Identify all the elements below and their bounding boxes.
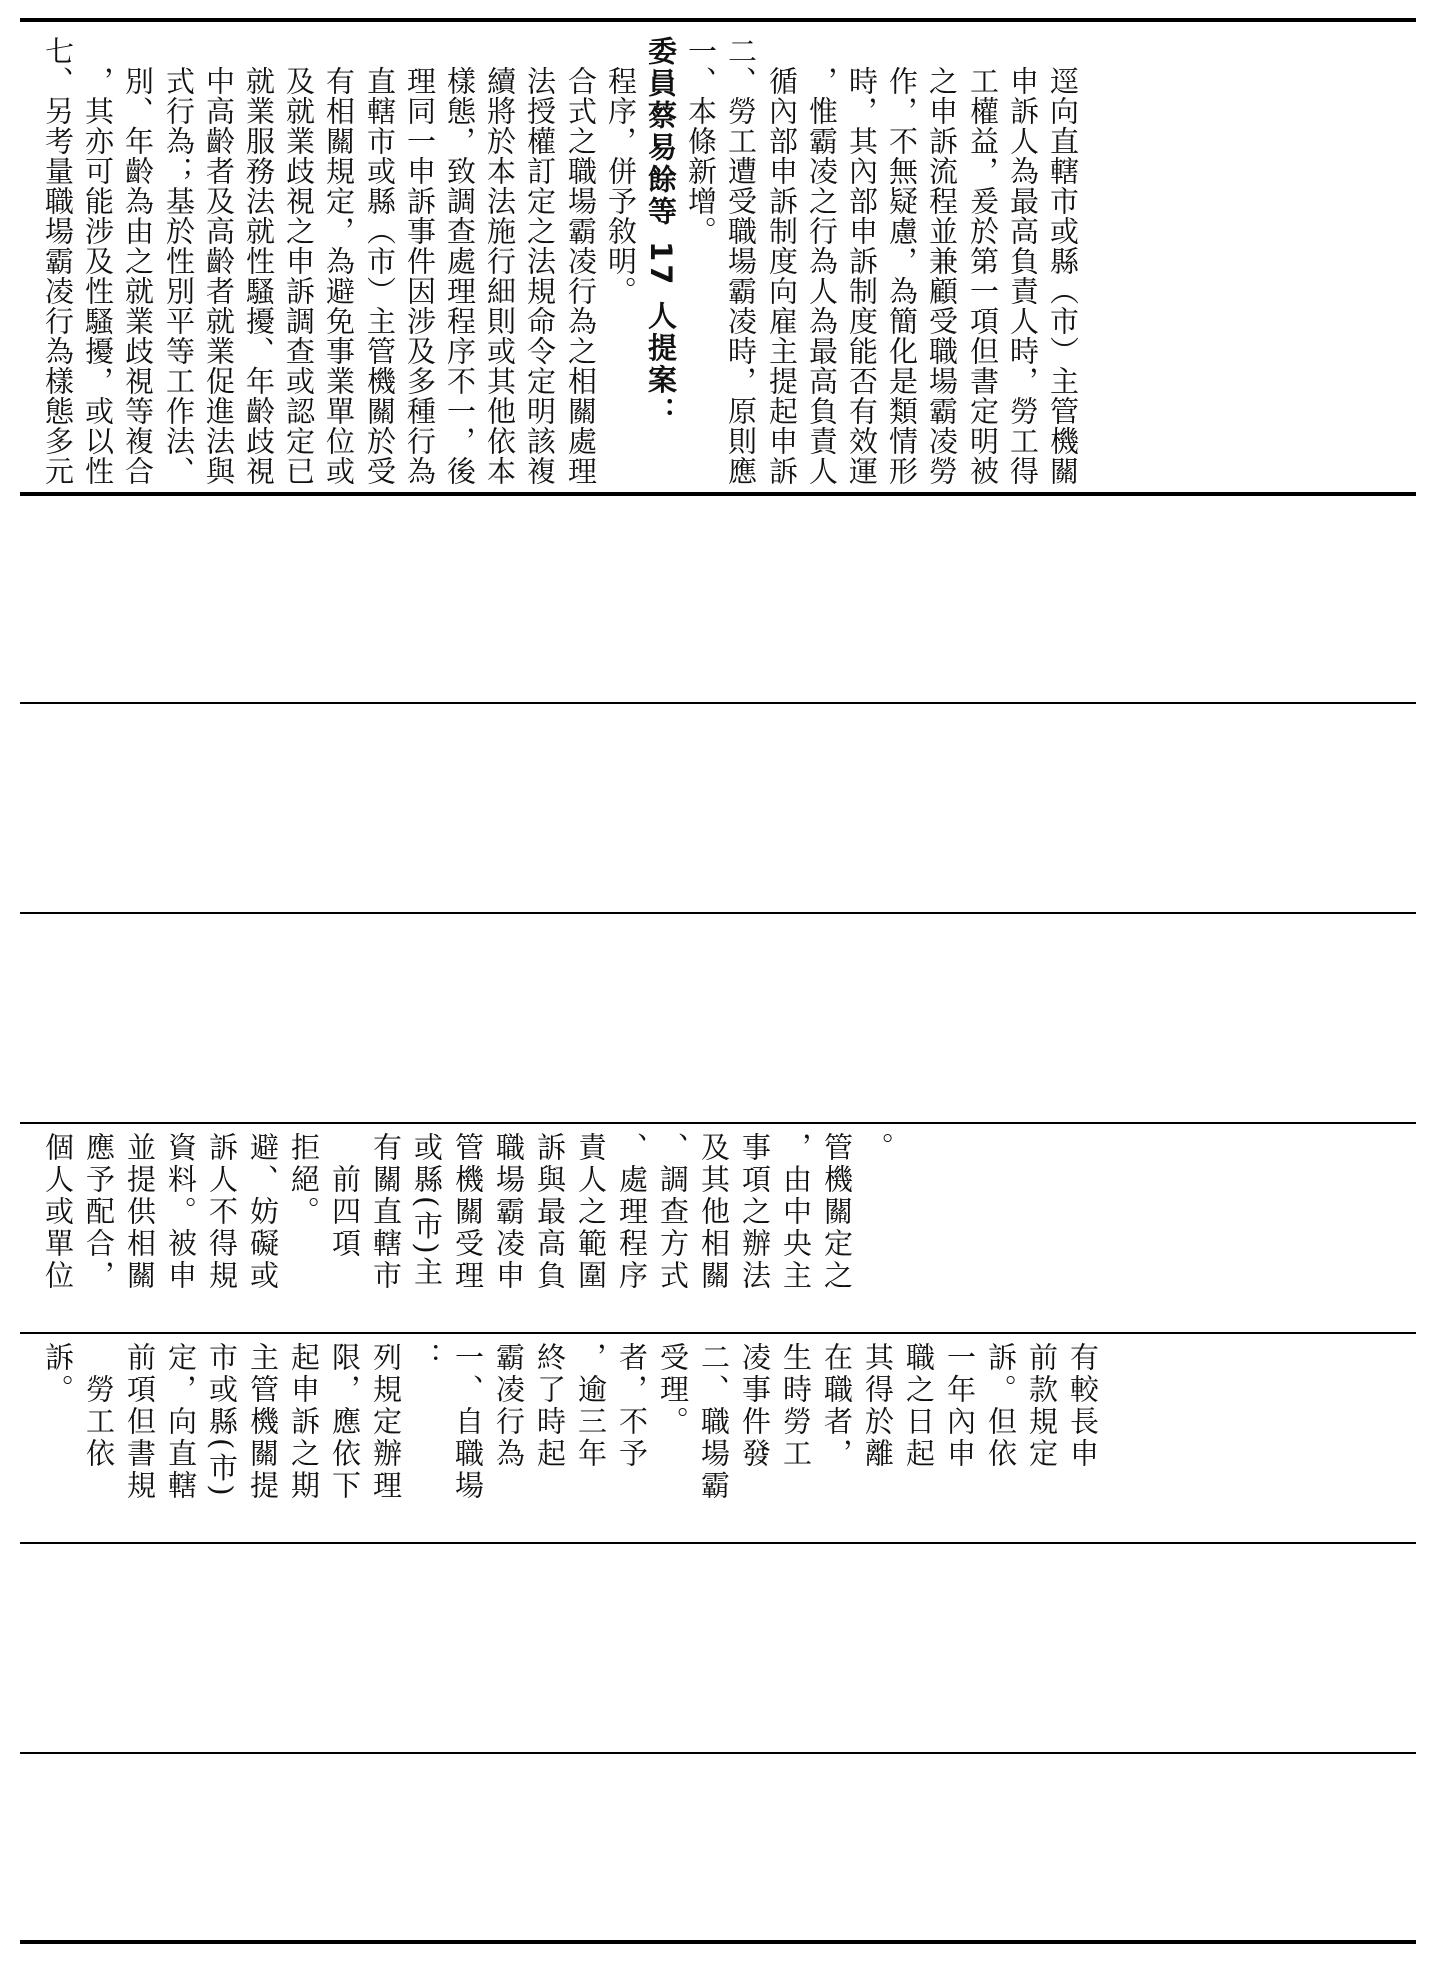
article-line: 個人或單位 — [41, 1132, 75, 1292]
article-line: 二、職場霸 — [697, 1342, 731, 1502]
article-line: 前四項 — [328, 1132, 362, 1260]
article-line: 其得於離 — [861, 1342, 895, 1470]
explanation-line: 工權益，爰於第一項但書定明被 — [966, 36, 1000, 486]
article-line: 或縣(市)主 — [410, 1132, 444, 1289]
article-line: 管機關定之 — [820, 1132, 854, 1292]
explanation-line: 時，其內部申訴制度能否有效運 — [845, 36, 879, 486]
article-line: 訴。但依 — [984, 1342, 1018, 1470]
top-rule — [20, 18, 1416, 22]
article-line: 主管機關提 — [246, 1342, 280, 1502]
article-line: 訴人不得規 — [205, 1132, 239, 1292]
explanation-line: 一、本條新增。 — [684, 36, 718, 246]
article-line: ，逾三年 — [574, 1342, 608, 1470]
article-line: 終了時起 — [533, 1342, 567, 1470]
row-divider-6 — [20, 1542, 1416, 1544]
article-line: 在職者， — [820, 1342, 854, 1470]
article-line: 一年內申 — [943, 1342, 977, 1470]
article-line: 霸凌行為 — [492, 1342, 526, 1470]
article-line: 、處理程序 — [615, 1132, 649, 1292]
article-line: 職場霸凌申 — [492, 1132, 526, 1292]
article-line: ，由中央主 — [779, 1132, 813, 1292]
article-line: 一、自職場 — [451, 1342, 485, 1502]
explanation-line: 七、另考量職場霸凌行為樣態多元 — [41, 36, 75, 486]
explanation-line: 二、勞工遭受職場霸凌時，原則應 — [724, 36, 758, 486]
article-line: 及其他相關 — [697, 1132, 731, 1292]
article-line: 凌事件發 — [738, 1342, 772, 1470]
row-divider-1 — [20, 492, 1416, 496]
article-line: 應予配合， — [82, 1132, 116, 1292]
explanation-line: 程序，併予敘明。 — [604, 36, 638, 306]
row-divider-4 — [20, 1122, 1416, 1124]
explanation-line: 之申訴流程並兼顧受職場霸凌勞 — [925, 36, 959, 486]
article-line: 限，應依下 — [328, 1342, 362, 1502]
explanation-line: 有相關規定，為避免事業單位或 — [322, 36, 356, 486]
article-line: 前項但書規 — [123, 1342, 157, 1502]
article-line: 。 — [861, 1132, 895, 1164]
article-line: 市或縣(市) — [205, 1342, 239, 1499]
explanation-line: 理同一申訴事件因涉及多種行為 — [403, 36, 437, 486]
explanation-line: ，其亦可能涉及性騷擾，或以性 — [81, 36, 115, 486]
row-divider-2 — [20, 702, 1416, 704]
article-line: 前款規定 — [1025, 1342, 1059, 1470]
article-line: 職之日起 — [902, 1342, 936, 1470]
article-line: 拒絕。 — [287, 1132, 321, 1228]
article-line: 生時勞工 — [779, 1342, 813, 1470]
article-line: 管機關受理 — [451, 1132, 485, 1292]
article-line: 訴與最高負 — [533, 1132, 567, 1292]
explanation-line: 別、年齡為由之就業歧視等複合 — [121, 36, 155, 486]
proposal-heading: 委員蔡易餘等 17 人提案： — [644, 36, 678, 429]
article-line: 並提供相關 — [123, 1132, 157, 1292]
explanation-line: ，惟霸凌之行為人為最高負責人 — [805, 36, 839, 486]
article-line: 列規定辦理 — [369, 1342, 403, 1502]
article-line: 有關直轄市 — [369, 1132, 403, 1292]
explanation-line: 續將於本法施行細則或其他依本 — [483, 36, 517, 486]
explanation-line: 法授權訂定之法規命令定明該複 — [523, 36, 557, 486]
article-line: 事項之辦法 — [738, 1132, 772, 1292]
explanation-line: 合式之職場霸凌行為之相關處理 — [564, 36, 598, 486]
article-line: 受理。 — [656, 1342, 690, 1438]
article-line: 責人之範圍 — [574, 1132, 608, 1292]
explanation-line: 樣態，致調查處理程序不一，後 — [443, 36, 477, 486]
article-line: 勞工依 — [82, 1342, 116, 1470]
explanation-line: 直轄市或縣（市）主管機關於受 — [363, 36, 397, 486]
row-divider-7 — [20, 1752, 1416, 1754]
row-divider-3 — [20, 912, 1416, 914]
row-divider-5 — [20, 1332, 1416, 1334]
explanation-line: 式行為；基於性別平等工作法、 — [162, 36, 196, 486]
explanation-line: 就業服務法就性騷擾、年齡歧視 — [242, 36, 276, 486]
explanation-line: 作，不無疑慮，為簡化是類情形 — [885, 36, 919, 486]
explanation-line: 中高齡者及高齡者就業促進法與 — [202, 36, 236, 486]
article-line: 定，向直轄 — [164, 1342, 198, 1502]
article-line: 訴。 — [41, 1342, 75, 1406]
article-line: 者，不予 — [615, 1342, 649, 1470]
explanation-line: 逕向直轄市或縣（市）主管機關 — [1046, 36, 1080, 486]
article-line: 起申訴之期 — [287, 1342, 321, 1502]
article-line: 、調查方式 — [656, 1132, 690, 1292]
article-line: ： — [410, 1342, 444, 1374]
article-line: 資料。被申 — [164, 1132, 198, 1292]
bottom-rule — [20, 1940, 1416, 1944]
article-line: 避、妨礙或 — [246, 1132, 280, 1292]
explanation-line: 申訴人為最高負責人時，勞工得 — [1006, 36, 1040, 486]
article-line: 有較長申 — [1066, 1342, 1100, 1470]
explanation-line: 及就業歧視之申訴調查或認定已 — [282, 36, 316, 486]
explanation-line: 循內部申訴制度向雇主提起申訴 — [765, 36, 799, 486]
